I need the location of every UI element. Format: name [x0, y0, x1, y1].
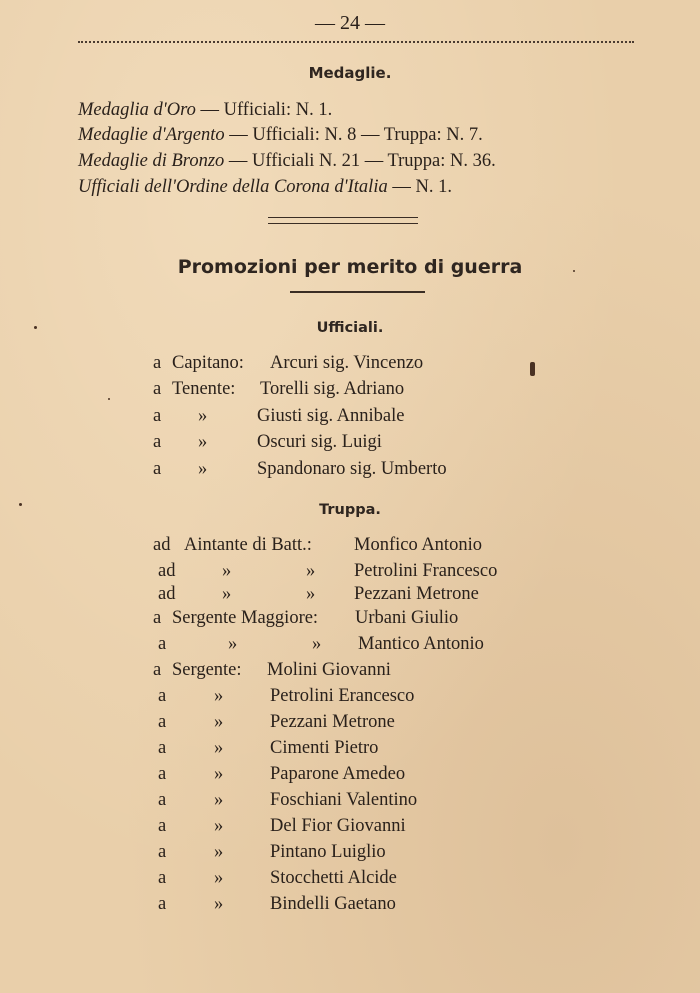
- rank-label: »: [214, 790, 224, 810]
- roster-row: [0, 868, 700, 894]
- page-number: — 24 —: [315, 12, 385, 34]
- rank-prefix: a: [158, 868, 167, 888]
- rank-label: Tenente:: [172, 379, 236, 400]
- rank-label: »: [214, 764, 224, 784]
- rank-prefix: a: [158, 764, 167, 784]
- rank-prefix: a: [158, 790, 167, 810]
- medal-type: Ufficiali dell'Ordine della Corona d'Italia: [78, 177, 388, 197]
- person-name: Foschiani Valentino: [270, 790, 418, 810]
- ditto-mark: »: [306, 561, 316, 581]
- medal-count: — Ufficiali N. 21 — Truppa: N. 36.: [224, 151, 496, 171]
- rank-label: Sergente:: [172, 660, 242, 680]
- rank-prefix: a: [153, 608, 162, 628]
- section-double-rule: [268, 217, 418, 224]
- medal-type: Medaglie d'Argento: [78, 125, 225, 145]
- roster-row: [0, 816, 700, 842]
- person-name: Bindelli Gaetano: [270, 894, 396, 914]
- roster-row: [0, 379, 700, 405]
- medal-line-silver: [78, 125, 483, 146]
- rank-label: »: [198, 458, 208, 479]
- rank-label: »: [214, 868, 224, 888]
- person-name: Molini Giovanni: [267, 660, 391, 680]
- roster-row: [0, 432, 700, 458]
- person-name: Monfico Antonio: [354, 535, 482, 555]
- officers-heading: Ufficiali.: [316, 320, 384, 336]
- rank-prefix: ad: [153, 535, 171, 555]
- rank-prefix: a: [153, 379, 162, 400]
- roster-row: [0, 894, 700, 920]
- roster-row: [0, 712, 700, 738]
- medal-count: — Ufficiali: N. 8 — Truppa: N. 7.: [224, 125, 483, 145]
- promotions-heading: Promozioni per merito di guerra: [177, 256, 523, 278]
- rank-prefix: a: [158, 816, 167, 836]
- roster-row: [0, 634, 700, 660]
- paper-speck: [108, 398, 110, 400]
- person-name: Urbani Giulio: [355, 608, 459, 628]
- rank-label: Capitano:: [172, 353, 244, 373]
- rank-prefix: ad: [158, 584, 176, 604]
- paper-speck: [573, 270, 575, 272]
- roster-row: [0, 535, 700, 561]
- roster-row: [0, 738, 700, 764]
- person-name: Paparone Amedeo: [270, 764, 406, 784]
- person-name: Spandonaro sig. Umberto: [257, 458, 447, 479]
- rank-label: »: [198, 432, 208, 453]
- person-name: Del Fior Giovanni: [270, 816, 406, 836]
- roster-row: [0, 764, 700, 790]
- troops-heading: Truppa.: [319, 502, 381, 518]
- rank-label: »: [214, 842, 224, 862]
- rank-label: Sergente Maggiore:: [172, 608, 319, 628]
- person-name: Oscuri sig. Luigi: [257, 432, 382, 453]
- medal-line-crown-order: [78, 177, 452, 198]
- person-name: Torelli sig. Adriano: [260, 379, 405, 400]
- rank-prefix: a: [158, 712, 167, 732]
- rank-prefix: a: [158, 686, 167, 706]
- person-name: Pezzani Metrone: [270, 712, 395, 732]
- rank-label: »: [222, 561, 232, 581]
- paper-speck: [19, 503, 22, 506]
- paper-speck: [34, 326, 37, 329]
- rank-label: »: [214, 816, 224, 836]
- roster-row: [0, 790, 700, 816]
- rank-label: »: [214, 738, 224, 758]
- rank-prefix: a: [153, 353, 162, 373]
- rank-prefix: a: [153, 458, 162, 479]
- rank-prefix: a: [158, 894, 167, 914]
- rank-label: »: [198, 405, 208, 426]
- person-name: Mantico Antonio: [358, 634, 484, 654]
- medal-line-bronze: [78, 151, 496, 172]
- person-name: Arcuri sig. Vincenzo: [270, 353, 424, 373]
- rank-label: Aintante di Batt.:: [184, 535, 312, 555]
- person-name: Giusti sig. Annibale: [257, 405, 405, 426]
- person-name: Petrolini Erancesco: [270, 686, 415, 706]
- rank-prefix: a: [153, 432, 162, 453]
- paper-speck: [530, 362, 535, 376]
- roster-row: [0, 608, 700, 634]
- rank-label: »: [214, 894, 224, 914]
- rank-prefix: a: [153, 405, 162, 426]
- medal-type: Medaglia d'Oro: [78, 100, 196, 120]
- rank-prefix: a: [158, 634, 167, 654]
- roster-row: [0, 842, 700, 868]
- rank-label: »: [222, 584, 232, 604]
- medal-line-gold: [78, 100, 332, 121]
- header-dotted-rule: [78, 41, 634, 43]
- ditto-mark: »: [312, 634, 322, 654]
- ditto-mark: »: [306, 584, 316, 604]
- roster-row: [0, 459, 700, 485]
- rank-label: »: [214, 712, 224, 732]
- person-name: Cimenti Pietro: [270, 738, 379, 758]
- promotions-underline: [290, 291, 425, 293]
- person-name: Pezzani Metrone: [354, 584, 479, 604]
- roster-row: [0, 660, 700, 686]
- rank-label: »: [214, 686, 224, 706]
- person-name: Petrolini Francesco: [354, 561, 498, 581]
- rank-prefix: a: [158, 738, 167, 758]
- medals-heading: Medaglie.: [308, 64, 392, 82]
- medal-count: — Ufficiali: N. 1.: [195, 100, 333, 120]
- rank-label: »: [228, 634, 238, 654]
- rank-prefix: ad: [158, 561, 176, 581]
- roster-row: [0, 584, 700, 610]
- rank-prefix: a: [158, 842, 167, 862]
- medal-type: Medaglie di Bronzo: [78, 151, 225, 171]
- person-name: Pintano Luiglio: [270, 842, 386, 862]
- roster-row: [0, 406, 700, 432]
- roster-row: [0, 353, 700, 379]
- rank-prefix: a: [153, 660, 162, 680]
- roster-row: [0, 686, 700, 712]
- medal-count: — N. 1.: [387, 177, 452, 197]
- person-name: Stocchetti Alcide: [270, 868, 397, 888]
